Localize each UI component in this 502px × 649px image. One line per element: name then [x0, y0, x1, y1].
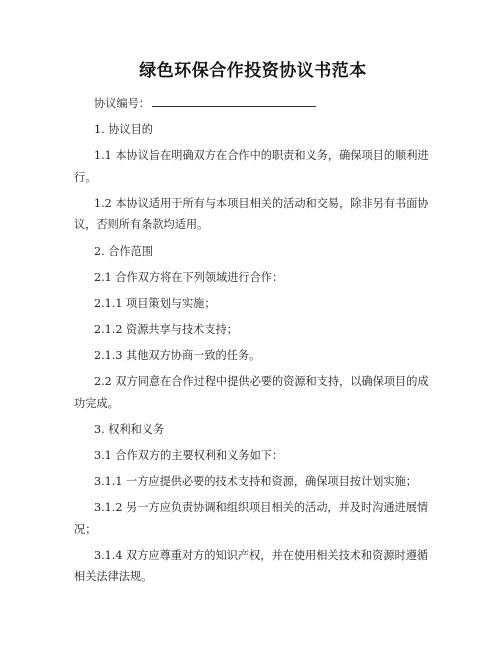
agreement-number-blank [152, 92, 316, 107]
clause-paragraph: 2.1.1 项目策划与实施； [94, 296, 216, 310]
section-heading: 2. 合作范围 [94, 244, 153, 258]
clause-paragraph: 2.1.3 其他双方协商一致的任务。 [94, 348, 261, 362]
agreement-number-row [94, 92, 434, 115]
document-body [74, 92, 434, 588]
document-title: 绿色环保合作投资协议书范本 [139, 61, 367, 81]
clause-paragraph: 2.1.2 资源共享与技术支持； [94, 322, 238, 336]
clause-paragraph: 2.2 双方同意在合作过程中提供必要的资源和支持，以确保项目的成功完成。 [74, 375, 429, 410]
section-heading: 3. 权利和义务 [94, 422, 165, 436]
section-heading: 1. 协议目的 [94, 123, 153, 137]
clause-paragraph: 3.1.1 一方应提供必要的技术支持和资源，确保项目按计划实施； [94, 474, 417, 488]
agreement-number-label: 协议编号： [94, 97, 150, 110]
clause-paragraph: 1.2 本协议适用于所有与本项目相关的活动和交易，除非另有书面协议，否则所有条款均适用。 [74, 196, 429, 232]
clause-paragraph: 2.1 合作双方将在下列领域进行合作： [94, 270, 284, 284]
clause-paragraph: 3.1 合作双方的主要权利和义务如下： [94, 448, 284, 462]
clause-paragraph: 1.1 本协议旨在明确双方在合作中的职责和义务，确保项目的顺利进行。 [74, 149, 429, 184]
clause-paragraph: 3.1.4 双方应尊重对方的知识产权，并在使用相关技术和资源时遵循相关法律法规。 [74, 548, 429, 584]
clause-paragraph: 3.1.2 另一方应负责协调和组织项目相关的活动，并及时沟通进展情况； [74, 501, 429, 536]
